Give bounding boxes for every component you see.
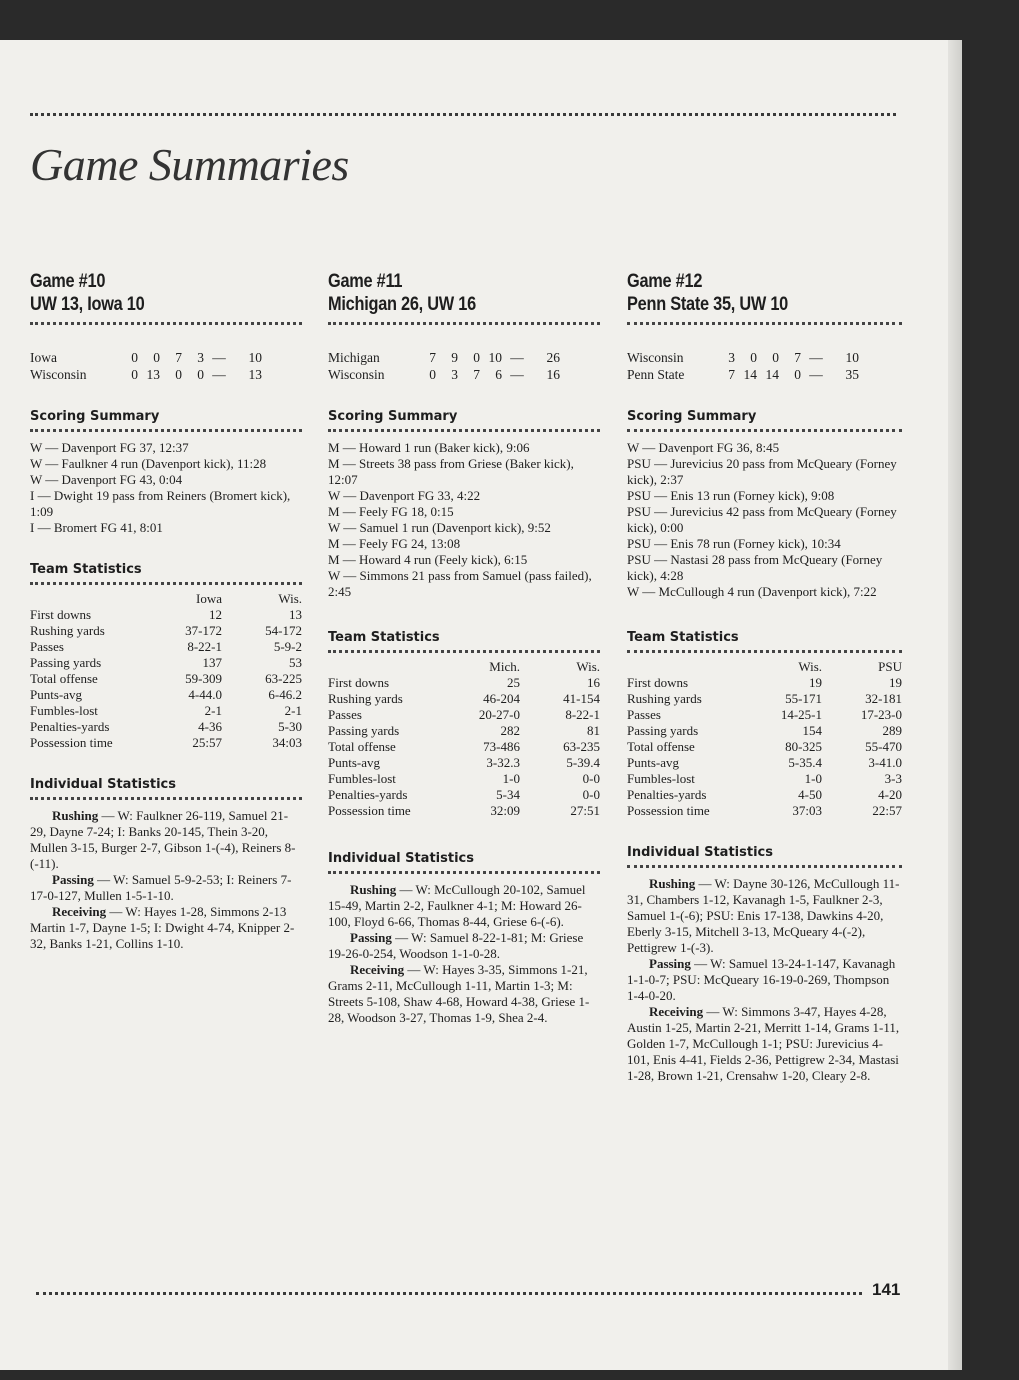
stats-row (627, 707, 902, 723)
quarter-score: 14 (765, 367, 779, 382)
scoring-play: W — Davenport FG 33, 4:22 (328, 488, 481, 503)
dash: — (510, 367, 524, 382)
stats-header-row (328, 659, 600, 675)
scoring-play: M — Streets 38 pass from Griese (Baker kick), 12:07 (328, 456, 574, 487)
stat-value: 37:03 (792, 803, 822, 818)
stat-value: 55-470 (865, 739, 902, 754)
stat-value: 6-46.2 (268, 687, 302, 702)
individual-statistics-heading: Individual Statistics (30, 777, 176, 792)
stat-category: Receiving (52, 904, 107, 919)
stats-header-cell: Wis. (278, 591, 302, 606)
stats-row (30, 655, 302, 671)
stat-label: Penalties-yards (30, 719, 110, 734)
scoring-play: W — Samuel 1 run (Davenport kick), 9:52 (328, 520, 551, 535)
team-name: Iowa (30, 350, 57, 365)
scoring-summary (30, 440, 302, 536)
stat-category: Receiving (649, 1004, 704, 1019)
individual-stat-paragraph (30, 872, 302, 904)
stat-value: 4-50 (798, 787, 822, 802)
scoring-play: I — Bromert FG 41, 8:01 (30, 520, 163, 535)
dotted-rule (328, 650, 600, 653)
stat-value: 8-22-1 (565, 707, 600, 722)
dotted-rule (627, 865, 902, 868)
dotted-rule (30, 429, 302, 432)
line-score (328, 349, 600, 383)
scoring-play: M — Feely FG 18, 0:15 (328, 504, 454, 519)
stat-label: First downs (627, 675, 689, 690)
game-column (30, 270, 302, 952)
stat-value: 5-39.4 (566, 755, 600, 770)
scoring-play: W — McCullough 4 run (Davenport kick), 7:22 (627, 584, 877, 599)
stat-detail: — W: Hayes 1-28, Simmons 2-13 Martin 1-7, Dayne 1-5; I: Dwight 4-74, Knipper 2-32, Banks 1-21, Collins 1-10. (30, 904, 295, 951)
quarter-score: 14 (743, 367, 757, 382)
individual-stat-paragraph (328, 930, 600, 962)
stat-category: Rushing (649, 876, 696, 891)
stat-label: Total offense (328, 739, 396, 754)
stat-label: Punts-avg (627, 755, 679, 770)
team-statistics-table (627, 659, 902, 819)
team-statistics-table (30, 591, 302, 751)
stat-value: 32:09 (490, 803, 520, 818)
quarter-score: 3 (197, 350, 204, 365)
stat-category: Passing (649, 956, 691, 971)
stat-value: 63-235 (563, 739, 600, 754)
scoring-play: PSU — Jurevicius 20 pass from McQueary (Forney kick), 2:37 (627, 456, 897, 487)
stat-value: 0-0 (582, 787, 600, 802)
scoring-summary-heading: Scoring Summary (30, 409, 160, 424)
stat-value: 12 (209, 607, 222, 622)
quarter-score: 6 (495, 367, 502, 382)
stat-label: Total offense (627, 739, 695, 754)
quarter-score: 0 (772, 350, 779, 365)
stat-label: Penalties-yards (627, 787, 707, 802)
scoring-play: PSU — Jurevicius 42 pass from McQueary (Forney kick), 0:00 (627, 504, 897, 535)
quarter-score: 0 (794, 367, 801, 382)
stat-category: Passing (52, 872, 94, 887)
dotted-rule (30, 582, 302, 585)
quarter-score: 7 (794, 350, 801, 365)
scoring-play: PSU — Enis 13 run (Forney kick), 9:08 (627, 488, 835, 503)
game-number: Game #12 (627, 271, 703, 292)
stat-value: 3-3 (884, 771, 902, 786)
stat-label: Possession time (30, 735, 113, 750)
stat-value: 154 (802, 723, 822, 738)
line-score-row (627, 349, 859, 366)
stat-detail: — W: Samuel 5-9-2-53; I: Reiners 7-17-0-127, Mullen 1-5-1-10. (30, 872, 292, 903)
quarter-score: 7 (473, 367, 480, 382)
stats-row (627, 803, 902, 819)
stat-value: 37-172 (185, 623, 222, 638)
stat-value: 63-225 (265, 671, 302, 686)
stat-value: 41-154 (563, 691, 600, 706)
scoring-play: PSU — Nastasi 28 pass from McQueary (Forney kick), 4:28 (627, 552, 883, 583)
stats-row (328, 803, 600, 819)
stat-value: 2-1 (204, 703, 222, 718)
stat-detail: — W: Faulkner 26-119, Samuel 21-29, Dayne 7-24; I: Banks 20-145, Thein 3-20, Mullen 3-15, Burger 2-7, Gibson 1-(-4), Reiners 8-(-11). (30, 808, 296, 871)
scoring-summary-heading: Scoring Summary (328, 409, 458, 424)
team-statistics-heading: Team Statistics (30, 562, 142, 577)
stats-row (30, 703, 302, 719)
scoring-play: W — Davenport FG 43, 0:04 (30, 472, 183, 487)
stats-header-row (627, 659, 902, 675)
stat-value: 14-25-1 (780, 707, 822, 722)
individual-stat-paragraph (627, 876, 902, 956)
stats-header-cell: Wis. (798, 659, 822, 674)
stat-label: Punts-avg (328, 755, 380, 770)
footer-dotted-rule (36, 1292, 862, 1295)
stat-value: 1-0 (804, 771, 822, 786)
stat-value: 5-30 (278, 719, 302, 734)
stat-label: Total offense (30, 671, 98, 686)
team-statistics-heading: Team Statistics (627, 630, 739, 645)
stat-detail: — W: McCullough 20-102, Samuel 15-49, Martin 2-2, Faulkner 4-1; M: Howard 26-100, Floyd 6-66, Thomas 8-44, Griese 6-(-6). (328, 882, 586, 929)
game-column (627, 270, 902, 1084)
quarter-score: 3 (451, 367, 458, 382)
stat-label: Penalties-yards (328, 787, 408, 802)
stat-label: Fumbles-lost (627, 771, 695, 786)
line-score-row (627, 366, 859, 383)
dash: — (212, 350, 226, 365)
dotted-rule (328, 322, 600, 325)
stat-value: 54-172 (265, 623, 302, 638)
stat-value: 25:57 (192, 735, 222, 750)
scoring-play: M — Feely FG 24, 13:08 (328, 536, 461, 551)
quarter-score: 9 (451, 350, 458, 365)
team-name: Penn State (627, 367, 685, 382)
stats-row (328, 675, 600, 691)
page-edge (948, 40, 962, 1370)
stat-value: 0-0 (582, 771, 600, 786)
stat-value: 5-34 (496, 787, 520, 802)
scoring-play: M — Howard 4 run (Feely kick), 6:15 (328, 552, 528, 567)
quarter-score: 7 (175, 350, 182, 365)
quarter-score: 0 (131, 367, 138, 382)
stats-row (30, 607, 302, 623)
stat-label: Passes (627, 707, 661, 722)
stat-value: 59-309 (185, 671, 222, 686)
individual-stat-paragraph (30, 904, 302, 952)
individual-statistics (627, 876, 902, 1084)
scoring-play: PSU — Enis 78 run (Forney kick), 10:34 (627, 536, 841, 551)
stat-label: Rushing yards (328, 691, 403, 706)
quarter-score: 0 (175, 367, 182, 382)
stats-row (328, 771, 600, 787)
dotted-rule (328, 429, 600, 432)
stat-value: 27:51 (570, 803, 600, 818)
stats-row (328, 755, 600, 771)
stat-value: 8-22-1 (187, 639, 222, 654)
team-name: Michigan (328, 350, 380, 365)
dash: — (809, 350, 823, 365)
line-score (627, 349, 902, 383)
stats-row (627, 675, 902, 691)
individual-statistics (328, 882, 600, 1026)
quarter-score: 13 (146, 367, 160, 382)
stat-detail: — W: Samuel 8-22-1-81; M: Griese 19-26-0-254, Woodson 1-1-0-28. (328, 930, 584, 961)
stat-label: First downs (30, 607, 92, 622)
stats-row (627, 723, 902, 739)
quarter-score: 0 (473, 350, 480, 365)
quarter-score: 7 (728, 367, 735, 382)
final-score: 13 (248, 367, 262, 382)
quarter-score: 0 (197, 367, 204, 382)
stat-label: First downs (328, 675, 390, 690)
quarter-score: 0 (153, 350, 160, 365)
quarter-score: 7 (429, 350, 436, 365)
stat-category: Rushing (350, 882, 397, 897)
page-number: 141 (872, 1280, 901, 1299)
final-score: 10 (845, 350, 859, 365)
dotted-rule (30, 322, 302, 325)
team-name: Wisconsin (30, 367, 87, 382)
game-result: Michigan 26, UW 16 (328, 294, 476, 315)
stat-category: Receiving (350, 962, 405, 977)
dotted-rule (328, 871, 600, 874)
stats-row (627, 739, 902, 755)
stat-label: Punts-avg (30, 687, 82, 702)
stat-value: 34:03 (272, 735, 302, 750)
stat-value: 4-44.0 (188, 687, 222, 702)
stat-detail: — W: Simmons 3-47, Hayes 4-28, Austin 1-25, Martin 2-21, Merritt 1-14, Grams 1-11, Golden 1-7, McCullough 1-1; PSU: Jurevicius 4-101, Enis 4-41, Fields 2-36, Pettigrew 2-34, Mastasi 1-28, Brown 1-21, Crensahw 1-20, Cleary 2-8. (627, 1004, 900, 1083)
stat-value: 19 (889, 675, 902, 690)
stats-row (30, 623, 302, 639)
stats-row (328, 723, 600, 739)
stat-value: 17-23-0 (860, 707, 902, 722)
stat-value: 46-204 (483, 691, 520, 706)
stat-detail: — W: Dayne 30-126, McCullough 11-31, Chambers 1-12, Kavanagh 1-5, Faulkner 2-3, Samuel 1-(-6); PSU: Enis 17-138, Dawkins 4-20, Eberly 3-15, Mitchell 3-13, McQueary 4-(-2), Pettigrew 1-(-3). (627, 876, 900, 955)
individual-stat-paragraph (627, 956, 902, 1004)
stats-row (30, 671, 302, 687)
stat-category: Passing (350, 930, 392, 945)
line-score-row (328, 366, 560, 383)
stat-value: 4-36 (198, 719, 222, 734)
stat-value: 16 (587, 675, 600, 690)
game-number: Game #10 (30, 271, 106, 292)
final-score: 16 (546, 367, 560, 382)
line-score-row (30, 349, 262, 366)
stat-label: Passing yards (627, 723, 699, 738)
stat-value: 20-27-0 (478, 707, 520, 722)
stat-label: Rushing yards (30, 623, 105, 638)
game-result: UW 13, Iowa 10 (30, 294, 145, 315)
stat-label: Fumbles-lost (30, 703, 98, 718)
dotted-rule (30, 797, 302, 800)
stat-label: Passing yards (328, 723, 400, 738)
stat-value: 2-1 (284, 703, 302, 718)
game-column (328, 270, 600, 1026)
individual-statistics-heading: Individual Statistics (627, 845, 773, 860)
individual-statistics (30, 808, 302, 952)
stats-row (328, 691, 600, 707)
stats-row (328, 707, 600, 723)
team-statistics-heading: Team Statistics (328, 630, 440, 645)
stat-value: 81 (587, 723, 600, 738)
scoring-summary (328, 440, 600, 600)
top-dotted-rule (30, 113, 896, 116)
individual-stat-paragraph (627, 1004, 902, 1084)
line-score-row (30, 366, 262, 383)
final-score: 35 (845, 367, 859, 382)
scoring-summary (627, 440, 902, 600)
stats-row (30, 735, 302, 751)
stat-label: Passing yards (30, 655, 102, 670)
stat-value: 80-325 (785, 739, 822, 754)
stat-value: 5-9-2 (273, 639, 302, 654)
stats-row (627, 755, 902, 771)
stats-header-cell: Mich. (489, 659, 520, 674)
stat-label: Rushing yards (627, 691, 702, 706)
game-result: Penn State 35, UW 10 (627, 294, 789, 315)
scoring-play: M — Howard 1 run (Baker kick), 9:06 (328, 440, 530, 455)
scoring-play: W — Davenport FG 37, 12:37 (30, 440, 189, 455)
stats-row (627, 691, 902, 707)
stat-value: 3-32.3 (486, 755, 520, 770)
stat-value: 289 (882, 723, 902, 738)
stats-row (30, 687, 302, 703)
stat-detail: — W: Samuel 13-24-1-147, Kavanagh 1-1-0-7; PSU: McQueary 16-19-0-269, Thompson 1-4-0-20. (627, 956, 896, 1003)
stats-row (328, 787, 600, 803)
final-score: 10 (248, 350, 262, 365)
scoring-play: I — Dwight 19 pass from Reiners (Bromert kick), 1:09 (30, 488, 291, 519)
stat-label: Possession time (328, 803, 411, 818)
individual-stat-paragraph (328, 962, 600, 1026)
individual-stat-paragraph (30, 808, 302, 872)
stats-header-cell: PSU (878, 659, 902, 674)
scoring-play: W — Davenport FG 36, 8:45 (627, 440, 780, 455)
quarter-score: 0 (131, 350, 138, 365)
stat-category: Rushing (52, 808, 99, 823)
stat-value: 282 (500, 723, 520, 738)
line-score-row (328, 349, 560, 366)
dotted-rule (627, 322, 902, 325)
stats-row (627, 787, 902, 803)
stat-value: 25 (507, 675, 520, 690)
stat-value: 32-181 (865, 691, 902, 706)
stat-value: 4-20 (878, 787, 902, 802)
stat-value: 5-35.4 (788, 755, 822, 770)
stats-header-cell: Wis. (576, 659, 600, 674)
stat-label: Possession time (627, 803, 710, 818)
stats-row (627, 771, 902, 787)
stat-value: 137 (202, 655, 222, 670)
stat-value: 3-41.0 (868, 755, 902, 770)
line-score (30, 349, 302, 383)
stat-value: 13 (289, 607, 302, 622)
stats-row (30, 719, 302, 735)
stats-header-row (30, 591, 302, 607)
dash: — (212, 367, 226, 382)
scoring-summary-heading: Scoring Summary (627, 409, 757, 424)
dotted-rule (627, 429, 902, 432)
stat-value: 55-171 (785, 691, 822, 706)
quarter-score: 10 (488, 350, 502, 365)
dotted-rule (627, 650, 902, 653)
stat-value: 1-0 (502, 771, 520, 786)
dash: — (809, 367, 823, 382)
scoring-play: W — Simmons 21 pass from Samuel (pass failed), 2:45 (328, 568, 592, 599)
quarter-score: 0 (429, 367, 436, 382)
stat-label: Fumbles-lost (328, 771, 396, 786)
stat-value: 22:57 (872, 803, 902, 818)
stat-label: Passes (328, 707, 362, 722)
quarter-score: 3 (728, 350, 735, 365)
stats-row (30, 639, 302, 655)
individual-stat-paragraph (328, 882, 600, 930)
stat-detail: — W: Hayes 3-35, Simmons 1-21, Grams 2-11, McCullough 1-11, Martin 1-3; M: Streets 5-108, Shaw 4-68, Howard 4-38, Griese 1-28, Woodson 3-27, Thomas 1-9, Shea 2-4. (328, 962, 590, 1025)
stats-header-cell: Iowa (196, 591, 222, 606)
stat-value: 19 (809, 675, 822, 690)
individual-statistics-heading: Individual Statistics (328, 851, 474, 866)
quarter-score: 0 (750, 350, 757, 365)
team-name: Wisconsin (627, 350, 684, 365)
stats-row (328, 739, 600, 755)
team-statistics-table (328, 659, 600, 819)
page-title: Game Summaries (30, 139, 349, 190)
stat-label: Passes (30, 639, 64, 654)
stat-value: 53 (289, 655, 302, 670)
team-name: Wisconsin (328, 367, 385, 382)
stat-value: 73-486 (483, 739, 520, 754)
final-score: 26 (546, 350, 560, 365)
scoring-play: W — Faulkner 4 run (Davenport kick), 11:28 (30, 456, 267, 471)
game-number: Game #11 (328, 271, 403, 292)
dash: — (510, 350, 524, 365)
